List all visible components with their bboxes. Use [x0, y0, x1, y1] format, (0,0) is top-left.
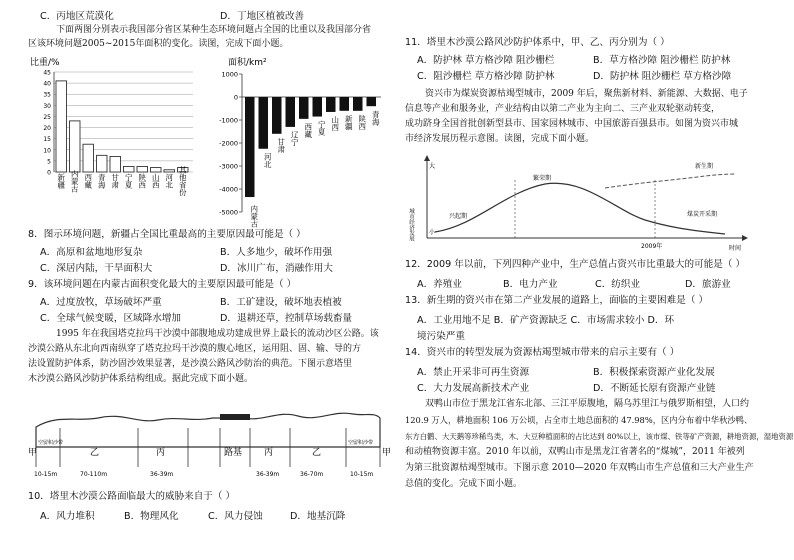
chart1-bar: [83, 144, 94, 172]
chart1-ytick-label: 0: [47, 169, 51, 177]
q13-options-line-1[interactable]: A．工业用地不足 B．矿产资源缺乏 C．市场需求较小 D．环: [417, 315, 675, 326]
profile-label-jia-right: 甲: [382, 448, 392, 458]
intro-4-line-5: 为第三批资源枯竭型城市。下图示意 2010—2020 年双鸭山市生产总值和三大产业生产: [405, 463, 754, 473]
chart2-category-label: 宁夏: [317, 120, 327, 136]
q11-option-c[interactable]: C．阻沙栅栏 草方格沙障 防护林: [417, 71, 555, 82]
chart1-ytick-label: 40: [43, 80, 51, 88]
q10-option-c[interactable]: C．风力侵蚀: [208, 511, 263, 522]
chart1-category-label: 内蒙古: [70, 169, 80, 193]
chart2-bars: [245, 97, 376, 197]
q14-option-c[interactable]: C．大力发展高新技术产业: [417, 383, 530, 394]
profile-label-bing-right: 丙: [264, 448, 274, 458]
city-development-diagram: [405, 150, 767, 252]
chart1-category-label: 其他省份: [178, 166, 188, 196]
chart2-bar: [245, 97, 255, 197]
q8-option-c[interactable]: C．深居内陆，干旱面积大: [40, 263, 153, 274]
chart1-category-label: 西藏: [83, 173, 93, 189]
y-min-label: 小: [429, 229, 436, 236]
chart2-category-label: 西藏: [303, 122, 313, 138]
intro-2-line-2: 沙漠公路从东北向西南纵穿了塔克拉玛干沙漠的腹心地区，运用阻、固、输、导的方: [28, 344, 362, 354]
chart1-category-label: 河北: [164, 173, 174, 189]
phase-mining: 煤炭开采期: [687, 211, 718, 218]
chart2-bar: [340, 97, 350, 111]
chart2-category-label: 青海: [371, 110, 381, 126]
chart1-ytick-labels: [43, 70, 51, 177]
q12-stem: 12．2009 年以前，下列四种产业中，生产总值占资兴市比重最大的可能是（ ）: [405, 259, 746, 270]
profile-width-2: 70-110m: [80, 471, 108, 478]
phase-rise: 兴起期: [449, 213, 468, 220]
intro-4-line-3: 东方白鹳、大天鹅等珍稀鸟类，木、大豆种植面积的占比达到 80%以上，该市煤、铁等矿产资源，耕地资源，湿地资源: [405, 432, 794, 441]
intro-3-line-3: 成功跻身全国首批创新型县市、国家园林城市、中国旅游百强县市。如图为资兴市城: [405, 119, 739, 129]
chart3-ylabel: 城市经济发展: [408, 208, 414, 241]
chart2-bar: [299, 97, 309, 119]
year-2009-label: 2009年: [641, 243, 663, 250]
chart2-category-labels: [250, 109, 381, 229]
intro-3-line-4: 市经济发展历程示意图。读图，完成下面小题。: [405, 134, 595, 144]
profile-width-5: 36-70m: [300, 471, 324, 478]
coal-curve: [435, 183, 725, 234]
chart2-category-label: 山西: [330, 115, 340, 131]
q13-options-line-2[interactable]: 境污染严重: [417, 331, 465, 342]
q14-option-b[interactable]: B．积极探索资源产业化发展: [593, 367, 715, 378]
chart1-category-label: 宁夏: [124, 173, 134, 189]
intro-1-line-2: 区该环境问题2005~2015年面积的变化。读图，完成下面小题。: [28, 39, 289, 49]
intro-4-line-4: 和动植物资源丰富。2010 年以前，双鸭山市是黑龙江省著名的“煤城”，2011 年被列: [405, 447, 745, 457]
chart2-ytick-label: 0: [233, 93, 238, 102]
q9-option-a[interactable]: A．过度放牧，草场破坏严重: [40, 297, 162, 308]
chart2-category-label: 河北: [263, 152, 273, 168]
intro-4-line-1: 双鸭山市位于黑龙江省东北部、三江平原腹地，隔乌苏里江与俄罗斯相望，人口约: [425, 399, 750, 409]
chart2-category-label: 新疆: [344, 114, 354, 130]
intro-4-line-6: 总值的变化。完成下面小题。: [405, 479, 523, 489]
chart2-bar: [353, 97, 363, 111]
intro-2-line-3: 法设置防护体系，防沙固沙效果显著，是沙漠公路风沙防治的典范。下图示意塔里: [28, 359, 353, 369]
q11-option-a[interactable]: A．防护林 草方格沙障 阻沙栅栏: [417, 55, 555, 66]
chart2-ytick-label: -3000: [219, 162, 238, 171]
q9-stem: 9．该环境问题在内蒙古面积变化最大的主要原因最可能是（ ）: [28, 279, 297, 290]
dune-surface: [36, 413, 380, 447]
chart2-ytick-label: 1000: [221, 70, 238, 79]
profile-zone-right: 空留积沙带: [348, 440, 374, 446]
profile-width-4: 36-39m: [256, 471, 280, 478]
q13-stem: 13．新生期的资兴市在第二产业发展的道路上，面临的主要困难是（ ）: [405, 295, 709, 306]
chart-area-change-bar: [206, 54, 386, 228]
phase-boom: 繁荣期: [533, 175, 552, 182]
profile-label-jia-left: 甲: [28, 448, 38, 458]
chart2-bar: [259, 97, 269, 149]
chart1-category-label: 甘肃: [110, 173, 120, 189]
chart2-bar: [272, 97, 282, 134]
intro-2-line-4: 木沙漠公路风沙防护体系结构组成。据此完成下面小题。: [28, 374, 254, 384]
chart2-bar: [286, 97, 296, 127]
y-max-label: 大: [429, 163, 436, 170]
profile-label-yi-right: 乙: [312, 448, 322, 458]
chart1-ylabel: 比重/%: [30, 58, 60, 68]
chart1-category-label: 陕西: [137, 173, 147, 189]
chart1-bar: [56, 81, 67, 172]
chart1-bar: [137, 166, 148, 172]
chart-share-bar: [28, 54, 198, 224]
chart1-ytick-label: 45: [43, 69, 51, 77]
profile-width-6: 10-15m: [350, 471, 374, 478]
q9-option-c[interactable]: C．全球气候变暖，区域降水增加: [40, 313, 182, 324]
chart1-bar: [164, 170, 175, 172]
road-protection-profile: [28, 392, 390, 492]
chart2-category-label: 甘肃: [276, 137, 286, 153]
chart2-ytick-labels: [219, 71, 238, 217]
x-axis-label: 时间: [729, 245, 742, 252]
q12-option-b[interactable]: B．电力产业: [503, 279, 558, 290]
chart2-bar: [326, 97, 336, 112]
chart2-ytick-label: -5000: [219, 208, 238, 217]
chart1-ytick-label: 5: [47, 158, 51, 166]
q8-option-d[interactable]: D．冰川广布，消融作用大: [220, 263, 333, 274]
chart2-ytick-label: -2000: [219, 139, 238, 148]
profile-width-3: 36-39m: [150, 471, 174, 478]
chart2-bar: [313, 97, 323, 117]
q8-option-a[interactable]: A．高原和盆地地形复杂: [40, 247, 143, 258]
chart2-ylabel: 面积/km²: [228, 58, 267, 68]
option-d-prev[interactable]: D．丁地区植被改善: [220, 11, 305, 22]
chart1-ytick-label: 35: [43, 91, 51, 99]
option-c-prev[interactable]: C．丙地区荒漠化: [40, 11, 114, 22]
chart2-ytick-label: -4000: [219, 185, 238, 194]
profile-label-bing-left: 丙: [156, 448, 166, 458]
q12-option-c[interactable]: C．纺织业: [595, 279, 641, 290]
q10-option-a[interactable]: A．风力堆积: [40, 511, 95, 522]
chart1-category-label: 新疆: [56, 173, 66, 189]
chart2-category-label: 陕西: [357, 114, 367, 130]
chart1-bar: [70, 121, 81, 172]
chart1-bar: [124, 166, 135, 172]
q14-stem: 14．资兴市的转型发展为资源枯竭型城市带来的启示主要有（ ）: [405, 347, 680, 358]
intro-3-line-2: 信息等产业和服务业，产业结构由以第二产业为主向二、三产业双轮驱动转变，: [405, 104, 721, 114]
q10-option-d[interactable]: D．地基沉降: [290, 511, 346, 522]
q11-stem: 11．塔里木沙漠公路风沙防护体系中，甲、乙、丙分别为（ ）: [405, 37, 670, 48]
chart1-bar: [110, 156, 121, 172]
chart2-ytick-label: -1000: [219, 116, 238, 125]
q12-option-d[interactable]: D．旅游业: [685, 279, 731, 290]
chart2-category-label: 内蒙古: [249, 205, 259, 228]
q11-option-b[interactable]: B．草方格沙障 阻沙栅栏 防护林: [593, 55, 731, 66]
chart1-bars: [56, 81, 188, 172]
profile-label-roadbed: 路基: [224, 448, 243, 458]
intro-2-line-1: 1995 年在我国塔克拉玛干沙漠中部腹地成功建成世界上最长的流动沙区公路。该: [56, 329, 379, 339]
q12-option-a[interactable]: A．养殖业: [417, 279, 462, 290]
road-body: [220, 414, 250, 420]
intro-3-line-1: 资兴市为煤炭资源枯竭型城市，2009 年后，聚焦新材料、新能源、大数据、电子: [425, 89, 748, 99]
q11-option-d[interactable]: D．防护林 阻沙栅栏 草方格沙障: [593, 71, 732, 82]
q9-option-d[interactable]: D．退耕还草，控制草场载畜量: [220, 313, 353, 324]
q10-option-b[interactable]: B．物理风化: [124, 511, 179, 522]
chart1-bar: [97, 155, 108, 172]
profile-width-1: 10-15m: [34, 471, 58, 478]
chart1-category-label: 山西: [151, 173, 161, 189]
phase-renewal: 新生期: [695, 163, 714, 170]
q8-stem: 8．图示环境问题，新疆占全国比重最高的主要原因最可能是（ ）: [28, 229, 306, 240]
q9-option-b[interactable]: B．工矿建设，破坏地表植被: [220, 297, 342, 308]
chart1-bar: [151, 168, 162, 172]
q8-option-b[interactable]: B．人多地少，破坏作用强: [220, 247, 333, 258]
chart1-ytick-label: 15: [43, 136, 51, 144]
chart1-ytick-label: 25: [43, 113, 51, 121]
q14-option-a[interactable]: A．禁止开采非可再生资源: [417, 367, 530, 378]
chart2-bar: [367, 97, 377, 106]
chart1-ytick-label: 30: [43, 102, 51, 110]
profile-label-yi-left: 乙: [90, 448, 100, 458]
chart1-ytick-label: 10: [43, 147, 51, 155]
q10-stem: 10．塔里木沙漠公路面临最大的威胁来自于（ ）: [28, 491, 236, 502]
q14-option-d[interactable]: D．不断延长原有资源产业链: [593, 383, 716, 394]
chart1-ytick-label: 20: [43, 125, 51, 133]
profile-zone-left: 空留积沙带: [38, 440, 64, 446]
chart2-category-label: 辽宁: [290, 130, 300, 146]
chart1-category-label: 青海: [97, 173, 107, 189]
intro-1-line-1: 下面两图分别表示我国部分省区某种生态环境问题占全国的比重以及我国部分省: [56, 25, 372, 35]
intro-4-line-2: 120.9 万人，耕地面积 106 万公顷，占全市土地总面积的 47.98%，区内分布着中华秋沙鸭、: [405, 415, 753, 425]
renewal-curve: [605, 174, 735, 188]
